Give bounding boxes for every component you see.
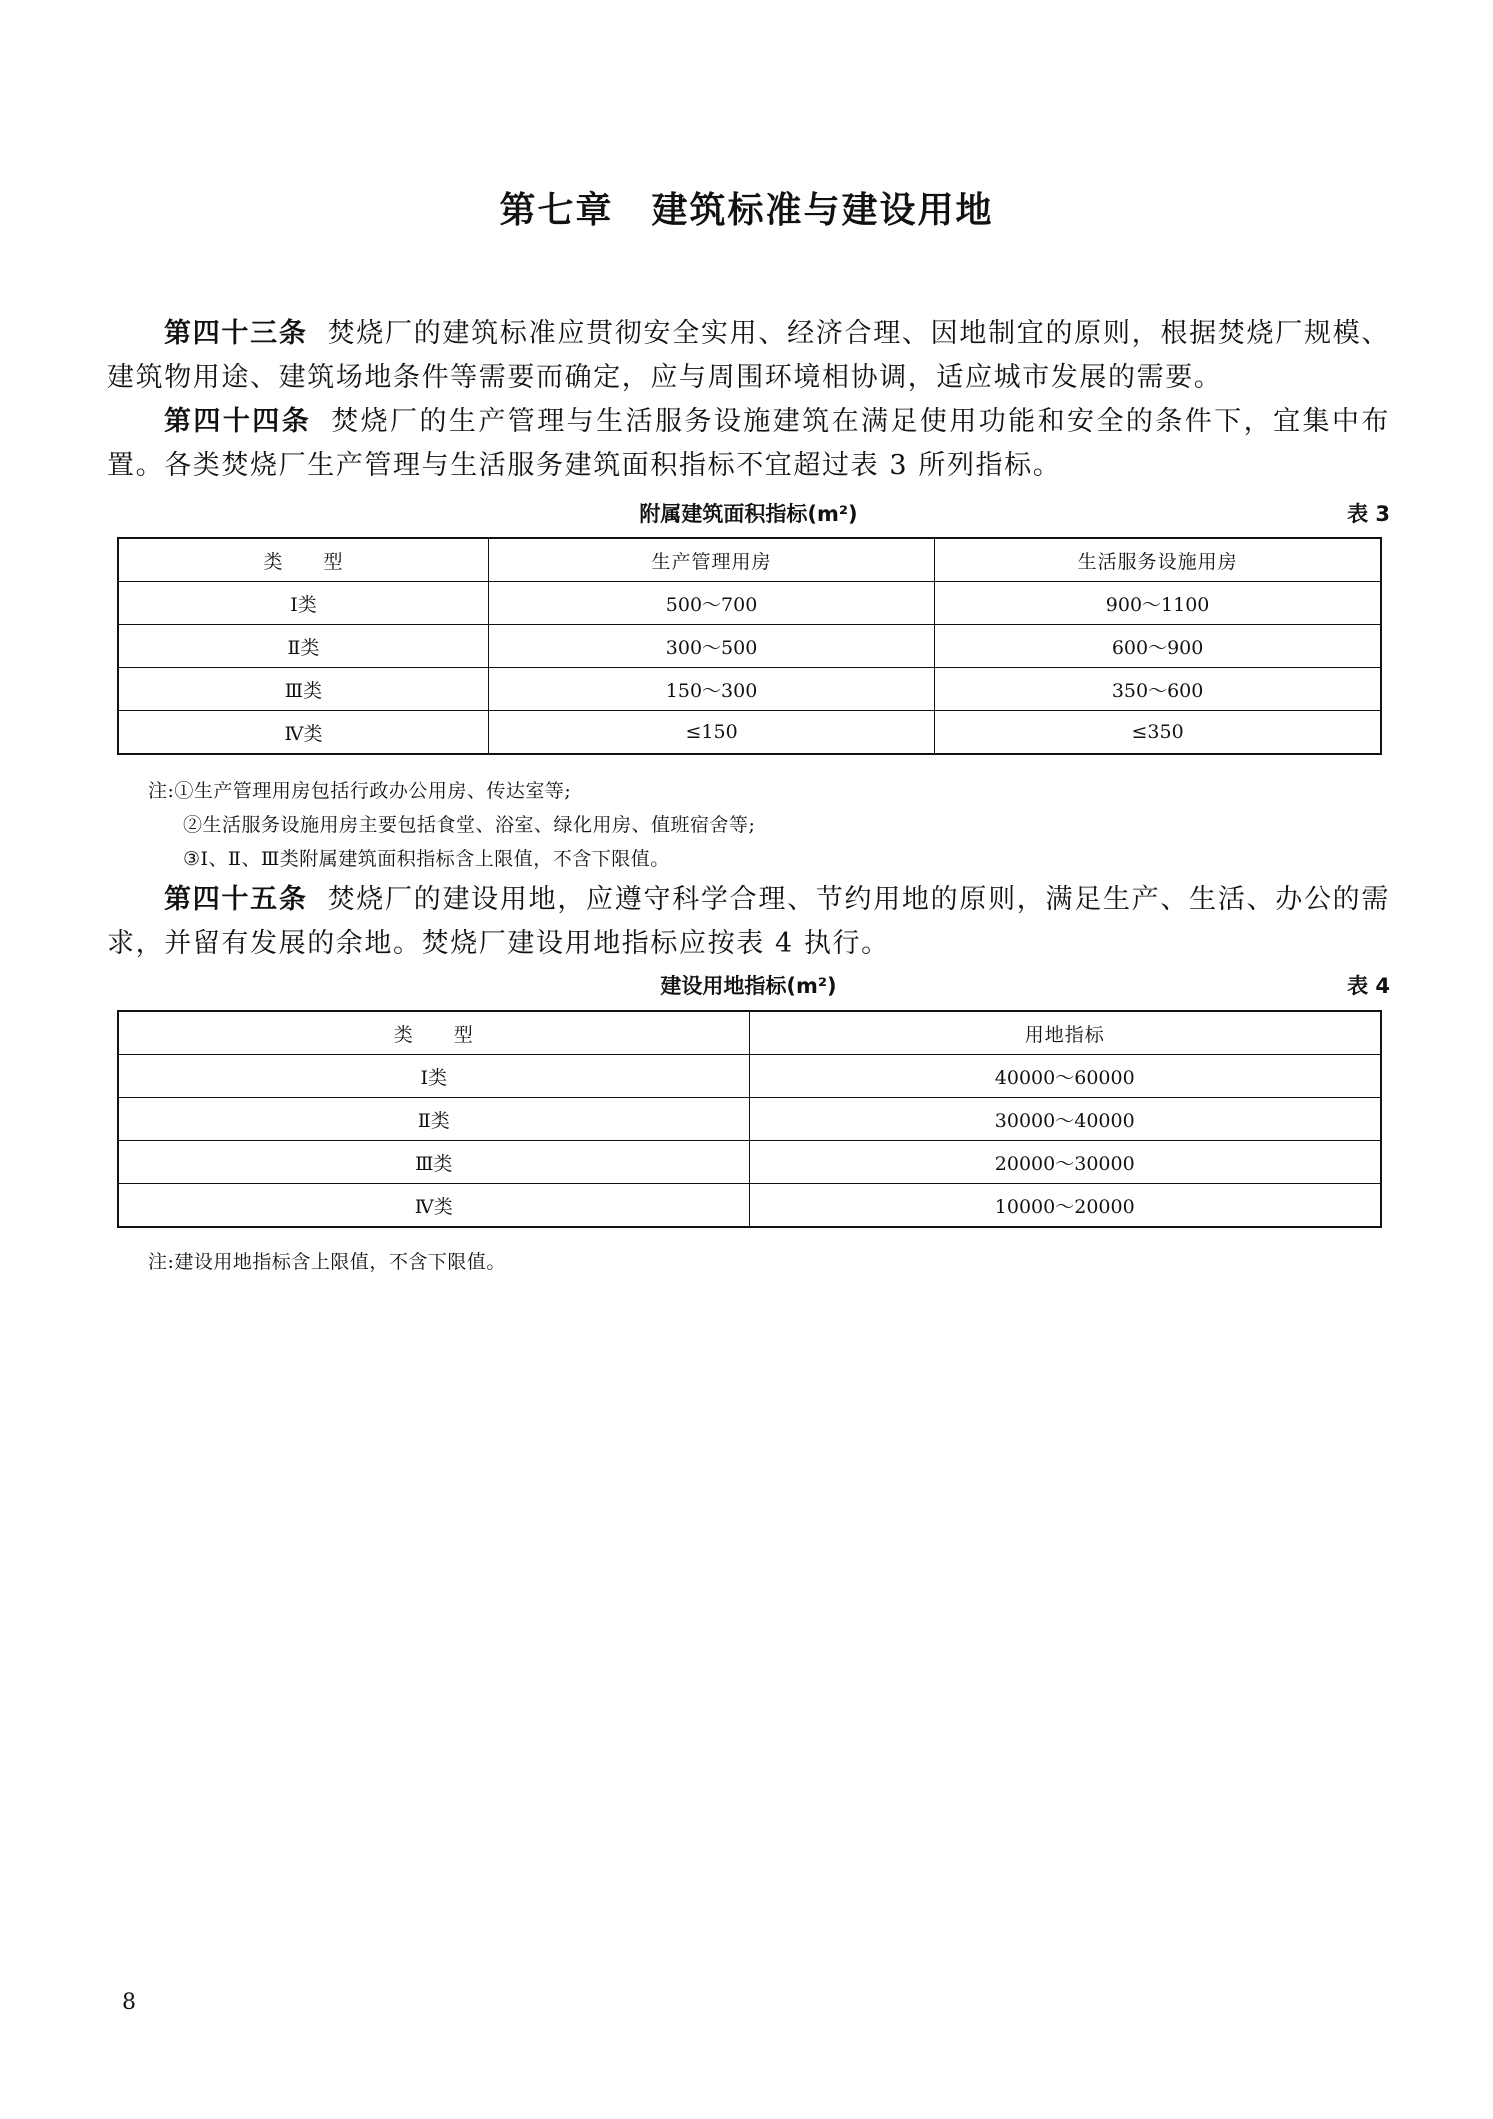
table4-title: 建设用地指标(m²): [660, 974, 837, 998]
article-44-number: 第四十四条: [164, 406, 312, 437]
table-cell: 300～500: [488, 625, 934, 668]
table-cell: Ⅳ类: [118, 711, 488, 755]
table-cell: 350～600: [935, 668, 1381, 711]
table-header-row: [118, 538, 1381, 582]
table4-note: 注:建设用地指标含上限值，不含下限值。: [148, 1251, 506, 1273]
table-row: [118, 668, 1381, 711]
table-cell: 10000～20000: [749, 1184, 1381, 1228]
article-45: [107, 878, 1390, 966]
article-43-number: 第四十三条: [164, 318, 308, 349]
chapter-title: 第七章 建筑标准与建设用地: [499, 190, 994, 231]
table3-caption: [107, 498, 1390, 528]
table4-number: 表 4: [1347, 974, 1390, 998]
table4: [117, 1010, 1382, 1228]
article-43: [107, 312, 1390, 400]
article-44-text: 焚烧厂的生产管理与生活服务设施建筑在满足使用功能和安全的条件下，宜集中布置。各类焚烧厂生产管理与生活服务建筑面积指标不宜超过表 3 所列指标。: [107, 406, 1391, 481]
table3-title: 附属建筑面积指标(m²): [639, 502, 858, 526]
article-45-number: 第四十五条: [164, 884, 308, 915]
table-cell: ≤150: [488, 711, 934, 755]
page-number: 8: [122, 1990, 136, 2015]
table-cell: 900～1100: [935, 582, 1381, 625]
article-45-text: 焚烧厂的建设用地，应遵守科学合理、节约用地的原则，满足生产、生活、办公的需求，并留有发展的余地。焚烧厂建设用地指标应按表 4 执行。: [107, 884, 1391, 959]
table-cell: Ⅳ类: [118, 1184, 749, 1228]
table-header-cell: 用地指标: [749, 1011, 1381, 1055]
table3-note-1: 注:①生产管理用房包括行政办公用房、传达室等;: [148, 780, 572, 802]
table4-caption: [107, 970, 1390, 1000]
table-row: [118, 1055, 1381, 1098]
table-row: [118, 1141, 1381, 1184]
table-header-cell: 类 型: [118, 538, 488, 582]
table-cell: 40000～60000: [749, 1055, 1381, 1098]
table-row: [118, 1098, 1381, 1141]
table-cell: ≤350: [935, 711, 1381, 755]
table3-note-2: ②生活服务设施用房主要包括食堂、浴室、绿化用房、值班宿舍等;: [183, 814, 756, 836]
table-row: [118, 1184, 1381, 1228]
table3-note-3: ③Ⅰ、Ⅱ、Ⅲ类附属建筑面积指标含上限值，不含下限值。: [183, 848, 670, 870]
table-cell: 20000～30000: [749, 1141, 1381, 1184]
table-cell: Ⅲ类: [118, 668, 488, 711]
table3-number: 表 3: [1347, 502, 1390, 526]
table-cell: Ⅱ类: [118, 625, 488, 668]
article-44: [107, 400, 1390, 488]
table-cell: Ⅰ类: [118, 582, 488, 625]
table-cell: Ⅱ类: [118, 1098, 749, 1141]
table-header-cell: 生活服务设施用房: [935, 538, 1381, 582]
table-cell: 600～900: [935, 625, 1381, 668]
table-header-row: [118, 1011, 1381, 1055]
article-43-text: 焚烧厂的建筑标准应贯彻安全实用、经济合理、因地制宜的原则，根据焚烧厂规模、建筑物用途、建筑场地条件等需要而确定，应与周围环境相协调，适应城市发展的需要。: [107, 318, 1391, 393]
table-row: [118, 711, 1381, 755]
table-header-cell: 生产管理用房: [488, 538, 934, 582]
table-cell: 500～700: [488, 582, 934, 625]
table-cell: Ⅲ类: [118, 1141, 749, 1184]
table-row: [118, 582, 1381, 625]
table-cell: 30000～40000: [749, 1098, 1381, 1141]
table-cell: Ⅰ类: [118, 1055, 749, 1098]
table-cell: 150～300: [488, 668, 934, 711]
table-row: [118, 625, 1381, 668]
table-header-cell: 类 型: [118, 1011, 749, 1055]
table3: [117, 537, 1382, 755]
